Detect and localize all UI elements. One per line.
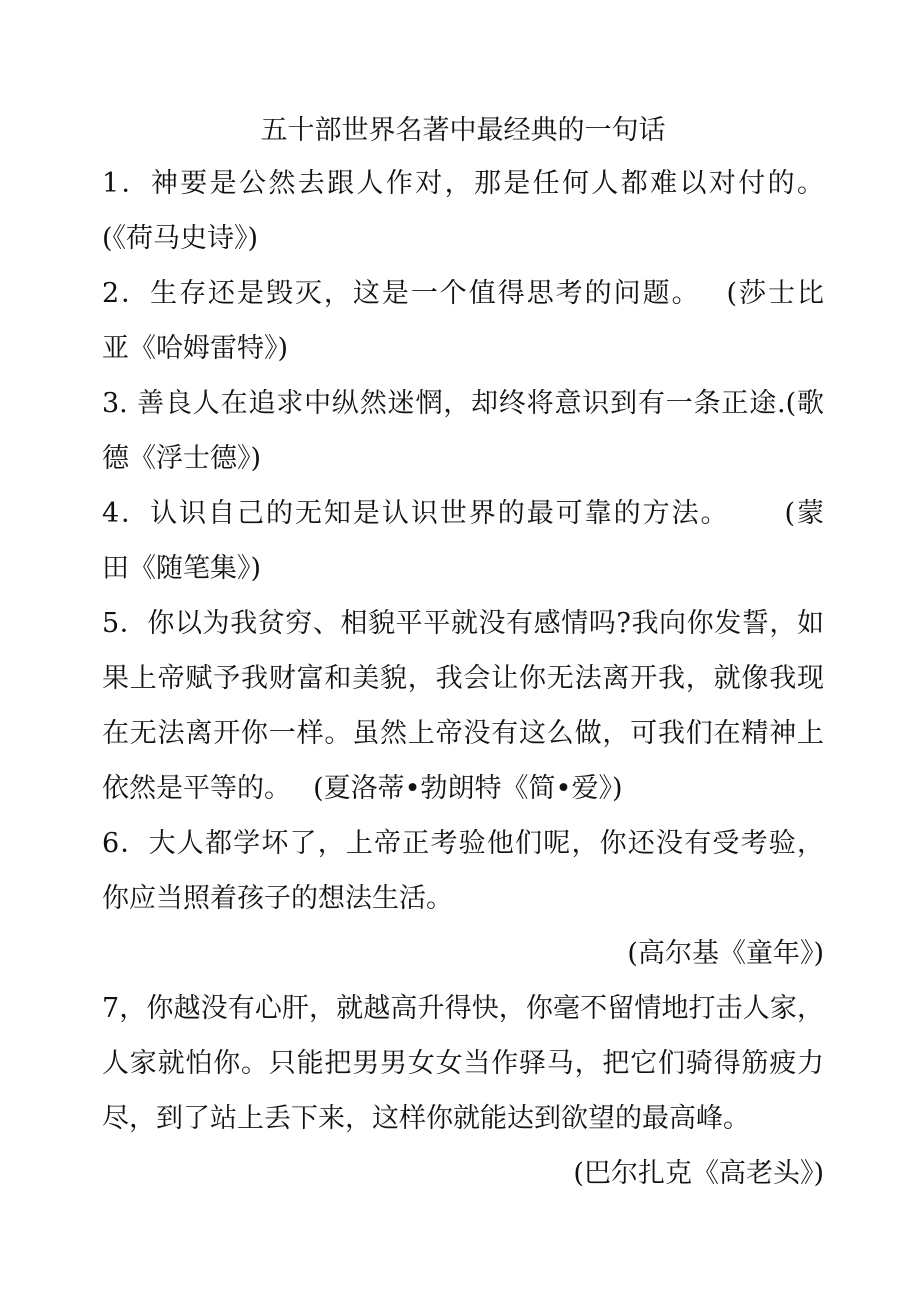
document-title: 五十部世界名著中最经典的一句话: [260, 115, 666, 146]
quote-7-line-2: 人家就怕你。只能把男男女女当作驿马，把它们骑得筋疲力: [102, 1048, 824, 1079]
quote-7-line-3: 尽，到了站上丢下来，这样你就能达到欲望的最高峰。: [102, 1103, 750, 1134]
quote-5-line-3: 在无法离开你一样。虽然上帝没有这么做，可我们在精神上: [102, 718, 824, 749]
quote-7-line-1: 7，你越没有心肝，就越高升得快，你毫不留情地打击人家，: [102, 993, 824, 1024]
quote-5-line-1: 5．你以为我贫穷、相貌平平就没有感情吗?我向你发誓，如: [102, 608, 824, 639]
quote-7-source: (巴尔扎克《高老头》): [573, 1158, 824, 1189]
quote-6-line-2: 你应当照着孩子的想法生活。: [102, 883, 453, 914]
quote-3-line-1: 3. 善良人在追求中纵然迷惘，却终将意识到有一条正途.(歌: [102, 388, 824, 419]
quote-6-source: (高尔基《童年》): [627, 938, 824, 969]
quote-4-line-1: 4．认识自己的无知是认识世界的最可靠的方法。 (蒙: [102, 498, 824, 529]
quote-2-source: 亚《哈姆雷特》): [102, 333, 289, 364]
document-page: [102, 106, 824, 1201]
quote-2-line-1: 2．生存还是毁灭，这是一个值得思考的问题。 (莎士比: [102, 278, 824, 309]
quote-3-source: 德《浮士德》): [102, 443, 262, 474]
quote-5-source: 依然是平等的。 (夏洛蒂•勃朗特《简•爱》): [102, 773, 623, 804]
quote-4-source: 田《随笔集》): [102, 553, 262, 584]
quote-6-line-1: 6．大人都学坏了，上帝正考验他们呢，你还没有受考验，: [102, 828, 824, 859]
quote-5-line-2: 果上帝赋予我财富和美貌，我会让你无法离开我，就像我现: [102, 663, 824, 694]
quote-1-line-1: 1．神要是公然去跟人作对，那是任何人都难以对付的。: [102, 168, 824, 199]
quote-1-source: (《荷马史诗》): [102, 223, 259, 254]
